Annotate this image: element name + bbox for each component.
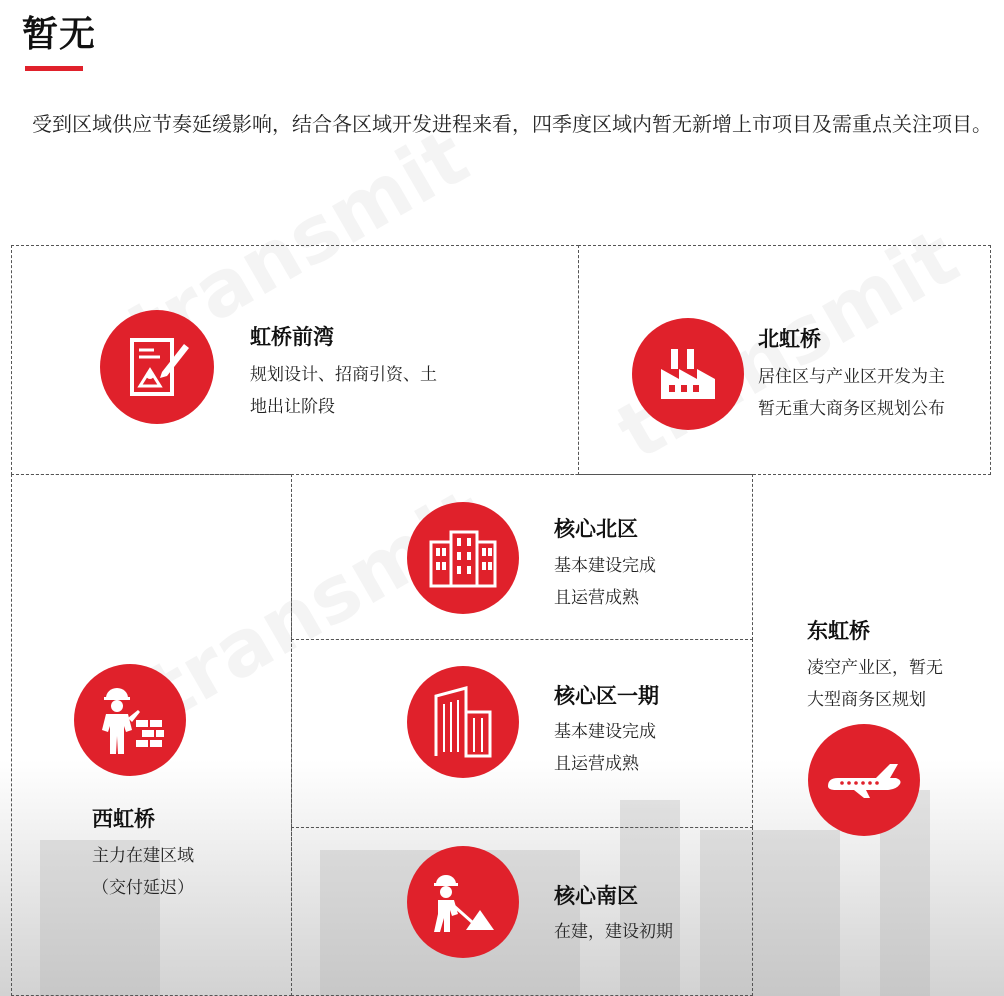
region-name-bei-hongqiao: 北虹桥: [758, 327, 821, 351]
region-name-dong-hongqiao: 东虹桥: [807, 619, 870, 643]
region-box-hexin-nanqu: [291, 827, 753, 996]
region-desc-hexin-beiqu: 基本建设完成 且运营成熟: [554, 556, 656, 608]
airplane-icon: [808, 724, 920, 836]
document-pen-icon: [100, 310, 214, 424]
region-desc-dong-hongqiao: 凌空产业区，暂无 大型商务区规划: [807, 658, 943, 710]
construction-worker-icon: [407, 846, 519, 958]
page-title: 暂无: [22, 14, 97, 55]
region-name-hongqiao-qianwan: 虹桥前湾: [250, 325, 334, 349]
region-desc-hexin-nanqu: 在建，建设初期: [554, 922, 673, 942]
region-box-hexin-beiqu: [291, 474, 753, 640]
region-name-hexin-yiqi: 核心区一期: [554, 684, 659, 708]
region-name-xi-hongqiao: 西虹桥: [92, 807, 155, 831]
region-desc-bei-hongqiao: 居住区与产业区开发为主 暂无重大商务区规划公布: [758, 367, 945, 419]
title-underline: [25, 66, 83, 71]
region-desc-hongqiao-qianwan: 规划设计、招商引资、土 地出让阶段: [250, 365, 437, 417]
office-building-icon: [407, 502, 519, 614]
bricklayer-icon: [74, 664, 186, 776]
region-box-hexin-yiqi: [291, 639, 753, 828]
region-name-hexin-beiqu: 核心北区: [554, 517, 638, 541]
factory-icon: [632, 318, 744, 430]
intro-text: 受到区域供应节奏延缓影响，结合各区域开发进程来看，四季度区域内暂无新增上市项目及需重点关注项目。: [32, 112, 992, 136]
region-desc-hexin-yiqi: 基本建设完成 且运营成熟: [554, 722, 656, 774]
region-name-hexin-nanqu: 核心南区: [554, 884, 638, 908]
skyscraper-icon: [407, 666, 519, 778]
region-desc-xi-hongqiao: 主力在建区域 （交付延迟）: [92, 846, 194, 898]
